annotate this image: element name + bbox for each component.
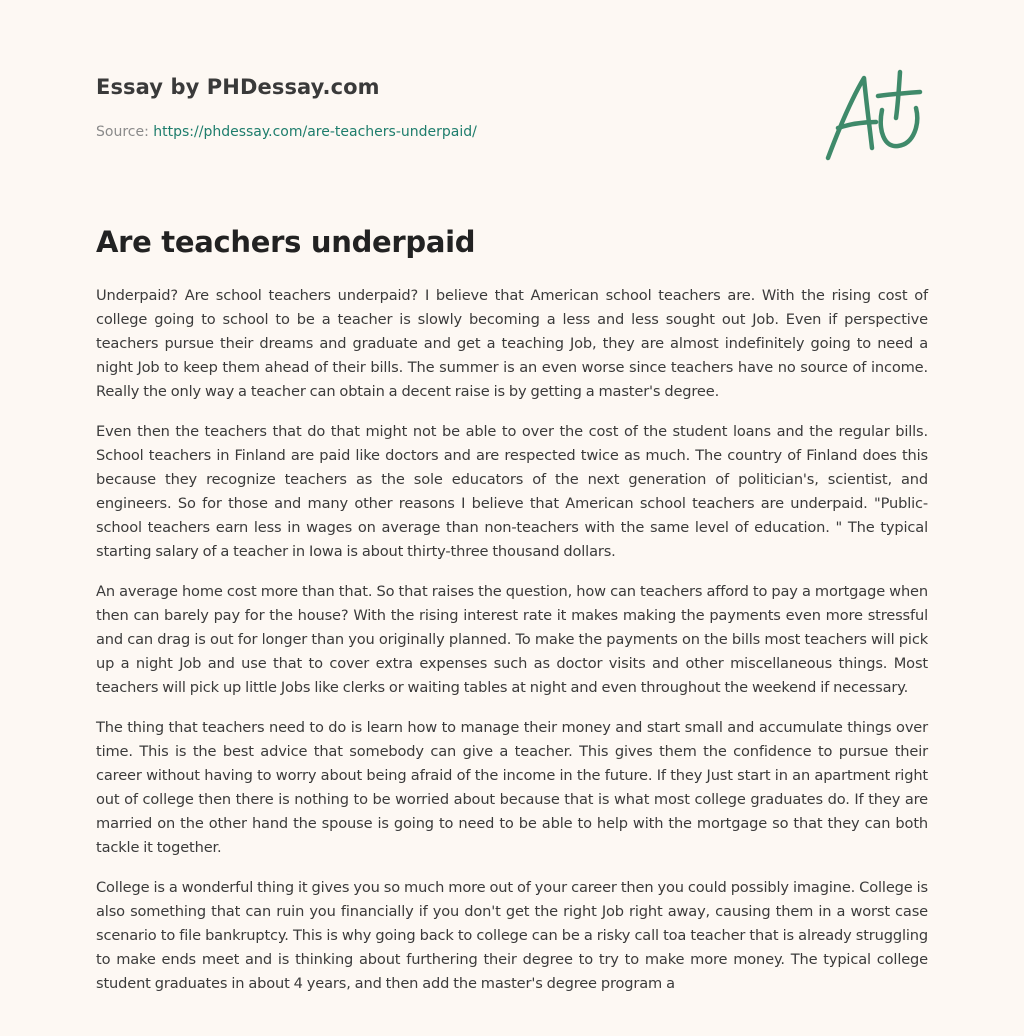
source-link[interactable]: https://phdessay.com/are-teachers-underpaid/ [153, 124, 477, 140]
essay-paragraph: The thing that teachers need to do is learn how to manage their money and start small and accumulate things over time. This is the best advice that somebody can give a teacher. This gives them the confidence to pursue their career without having to worry about being afraid of the income in the future. If they Just start in an apartment right out of college then there is nothing to be worried about because that is what most college graduates do. If they are married on the other hand the spouse is going to need to be able to help with the mortgage so that they can both tackle it together. [96, 719, 928, 856]
essay-body [96, 284, 928, 1012]
essay-paragraph: College is a wonderful thing it gives you so much more out of your career then you could possibly imagine. College is also something that can ruin you financially if you don't get the right Job right away, causing them in a worst case scenario to file bankruptcy. This is why going back to college can be a risky call toa teacher that is already struggling to make ends meet and is thinking about furthering their degree to try to make more money. The typical college student graduates in about 4 years, and then add the master's degree program a [96, 879, 928, 992]
essay-title: Are teachers underpaid [96, 225, 476, 259]
site-brand: Essay by PHDessay.com [96, 75, 380, 99]
essay-paragraph: Underpaid? Are school teachers underpaid? I believe that American school teachers are. With the rising cost of college going to school to be a teacher is slowly becoming a less and less sought out Job. Even if perspective teachers pursue their dreams and graduate and get a teaching Job, they are almost indefinitely going to need a night Job to keep them ahead of their bills. The summer is an even worse since teachers have no source of income. Really the only way a teacher can obtain a decent raise is by getting a master's degree. [96, 287, 928, 400]
essay-paragraph: Even then the teachers that do that might not be able to over the cost of the student loans and the regular bills. School teachers in Finland are paid like doctors and are respected twice as much. The country of Finland does this because they recognize teachers as the sole educators of the next generation of politician's, scientist, and engineers. So for those and many other reasons I believe that American school teachers are underpaid. "Public-school teachers earn less in wages on average than non-teachers with the same level of education. " The typical starting salary of a teacher in Iowa is about thirty-three thousand dollars. [96, 423, 928, 560]
source-label: Source: [96, 124, 154, 140]
a-plus-grade-icon [822, 64, 926, 164]
source-line [96, 124, 477, 140]
essay-paragraph: An average home cost more than that. So that raises the question, how can teachers afford to pay a mortgage when then can barely pay for the house? With the rising interest rate it makes making the payments even more stressful and can drag is out for longer than you originally planned. To make the payments on the bills most teachers will pick up a night Job and use that to cover extra expenses such as doctor visits and other miscellaneous things. Most teachers will pick up little Jobs like clerks or waiting tables at night and even throughout the weekend if necessary. [96, 583, 928, 696]
